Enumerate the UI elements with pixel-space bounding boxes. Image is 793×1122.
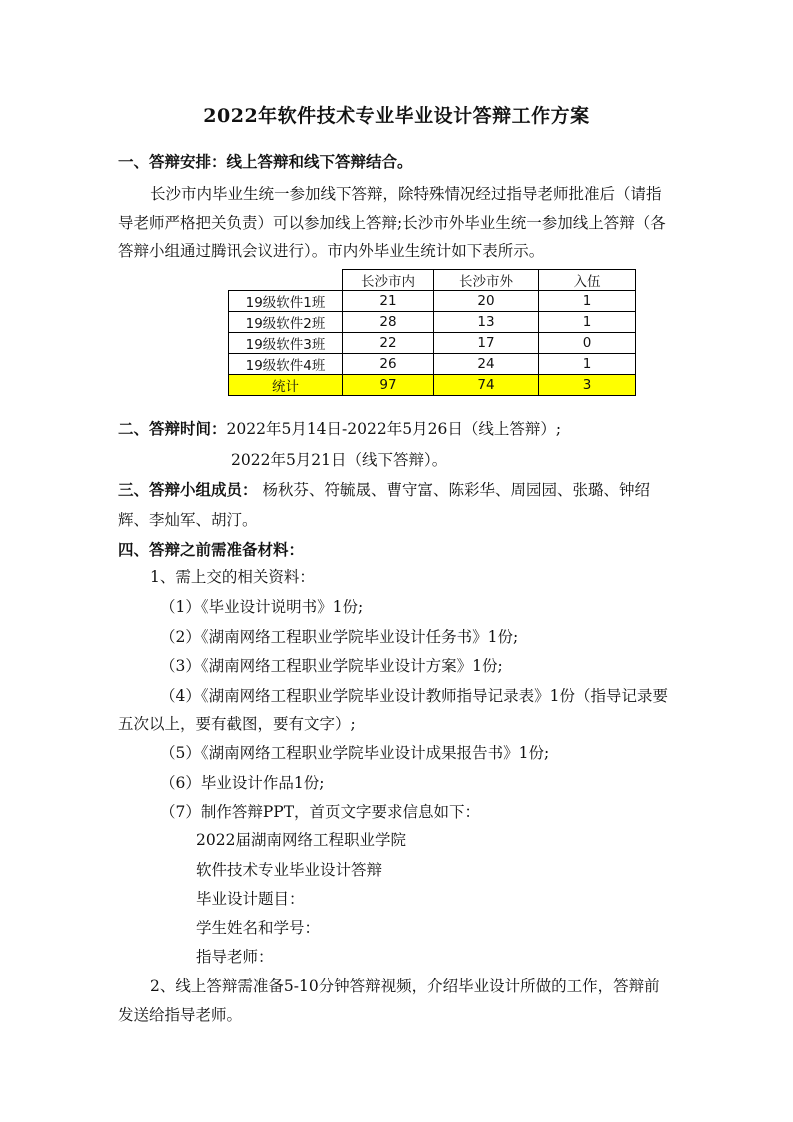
table-header-row <box>229 270 636 291</box>
ppt-info-line: 2022届湖南网络工程职业学院 <box>196 831 406 849</box>
graduate-statistics-table <box>228 269 636 396</box>
document-title: 2022年软件技术专业毕业设计答辩工作方案 <box>203 105 590 127</box>
table-header-cell: 长沙市外 <box>434 270 539 291</box>
defense-time-online: 2022年5月14日-2022年5月26日（线上答辩）; <box>226 420 562 438</box>
table-row <box>229 312 636 333</box>
list-item-continued: 五次以上，要有截图，要有文字）; <box>118 715 356 733</box>
table-total-cell: 统计 <box>229 375 343 396</box>
ppt-info-line: 指导老师： <box>196 948 274 966</box>
section-1-paragraph-line: 答辩小组通过腾讯会议进行）。市内外毕业生统计如下表所示。 <box>118 242 545 260</box>
table-cell: 22 <box>343 333 434 354</box>
table-cell: 0 <box>539 333 636 354</box>
table-cell: 13 <box>434 312 539 333</box>
table-total-cell: 97 <box>343 375 434 396</box>
table-row <box>229 291 636 312</box>
table-row <box>229 354 636 375</box>
list-item: （4）《湖南网络工程职业学院毕业设计教师指导记录表》1份（指导记录要 <box>160 687 668 705</box>
section-2-heading: 二、答辩时间： <box>118 419 227 438</box>
defense-time-offline: 2022年5月21日（线下答辩）。 <box>231 451 448 469</box>
section-3-heading: 三、答辩小组成员： <box>118 480 258 499</box>
table-cell: 1 <box>539 354 636 375</box>
list-item: （2）《湖南网络工程职业学院毕业设计任务书》1份; <box>160 628 519 646</box>
section-2-line <box>118 419 561 439</box>
table-header-cell: 长沙市内 <box>343 270 434 291</box>
section-1-heading: 一、答辩安排：线上答辩和线下答辩结合。 <box>118 152 413 171</box>
table-total-row <box>229 375 636 396</box>
table-cell: 20 <box>434 291 539 312</box>
ppt-info-line: 毕业设计题目： <box>196 890 305 908</box>
table-cell: 17 <box>434 333 539 354</box>
table-row <box>229 333 636 354</box>
list-item: 1、需上交的相关资料： <box>150 568 315 586</box>
table-total-cell: 3 <box>539 375 636 396</box>
list-item: （6）毕业设计作品1份; <box>160 774 325 792</box>
section-4-heading: 四、答辩之前需准备材料： <box>118 540 305 559</box>
members-list: 杨秋芬、符毓晟、曹守富、陈彩华、周园园、张璐、钟绍 <box>262 481 650 499</box>
ppt-info-line: 软件技术专业毕业设计答辩 <box>196 861 383 879</box>
table-cell: 19级软件2班 <box>229 312 343 333</box>
section-1-paragraph-line: 长沙市内毕业生统一参加线下答辩，除特殊情况经过指导老师批准后（请指 <box>150 185 662 203</box>
list-item: （5）《湖南网络工程职业学院毕业设计成果报告书》1份; <box>160 744 550 762</box>
table-cell: 21 <box>343 291 434 312</box>
table-header-cell <box>229 270 343 291</box>
table-cell: 19级软件1班 <box>229 291 343 312</box>
table-cell: 1 <box>539 291 636 312</box>
table-cell: 26 <box>343 354 434 375</box>
table-cell: 19级软件3班 <box>229 333 343 354</box>
table-cell: 1 <box>539 312 636 333</box>
list-item: （3）《湖南网络工程职业学院毕业设计方案》1份; <box>160 657 503 675</box>
ppt-info-line: 学生姓名和学号： <box>196 919 321 937</box>
table-cell: 19级软件4班 <box>229 354 343 375</box>
members-list-continued: 辉、李灿军、胡汀。 <box>118 511 258 529</box>
section-1-paragraph-line: 导老师严格把关负责）可以参加线上答辩;长沙市外毕业生统一参加线上答辩（各 <box>118 214 666 232</box>
list-item: （7）制作答辩PPT，首页文字要求信息如下： <box>160 803 481 821</box>
table-cell: 24 <box>434 354 539 375</box>
section-3-line <box>118 480 650 500</box>
table-header-cell: 入伍 <box>539 270 636 291</box>
list-item-continued: 发送给指导老师。 <box>118 1006 243 1024</box>
table-cell: 28 <box>343 312 434 333</box>
list-item: 2、线上答辩需准备5-10分钟答辩视频，介绍毕业设计所做的工作，答辩前 <box>150 977 660 995</box>
table-total-cell: 74 <box>434 375 539 396</box>
list-item: （1）《毕业设计说明书》1份; <box>160 598 364 616</box>
